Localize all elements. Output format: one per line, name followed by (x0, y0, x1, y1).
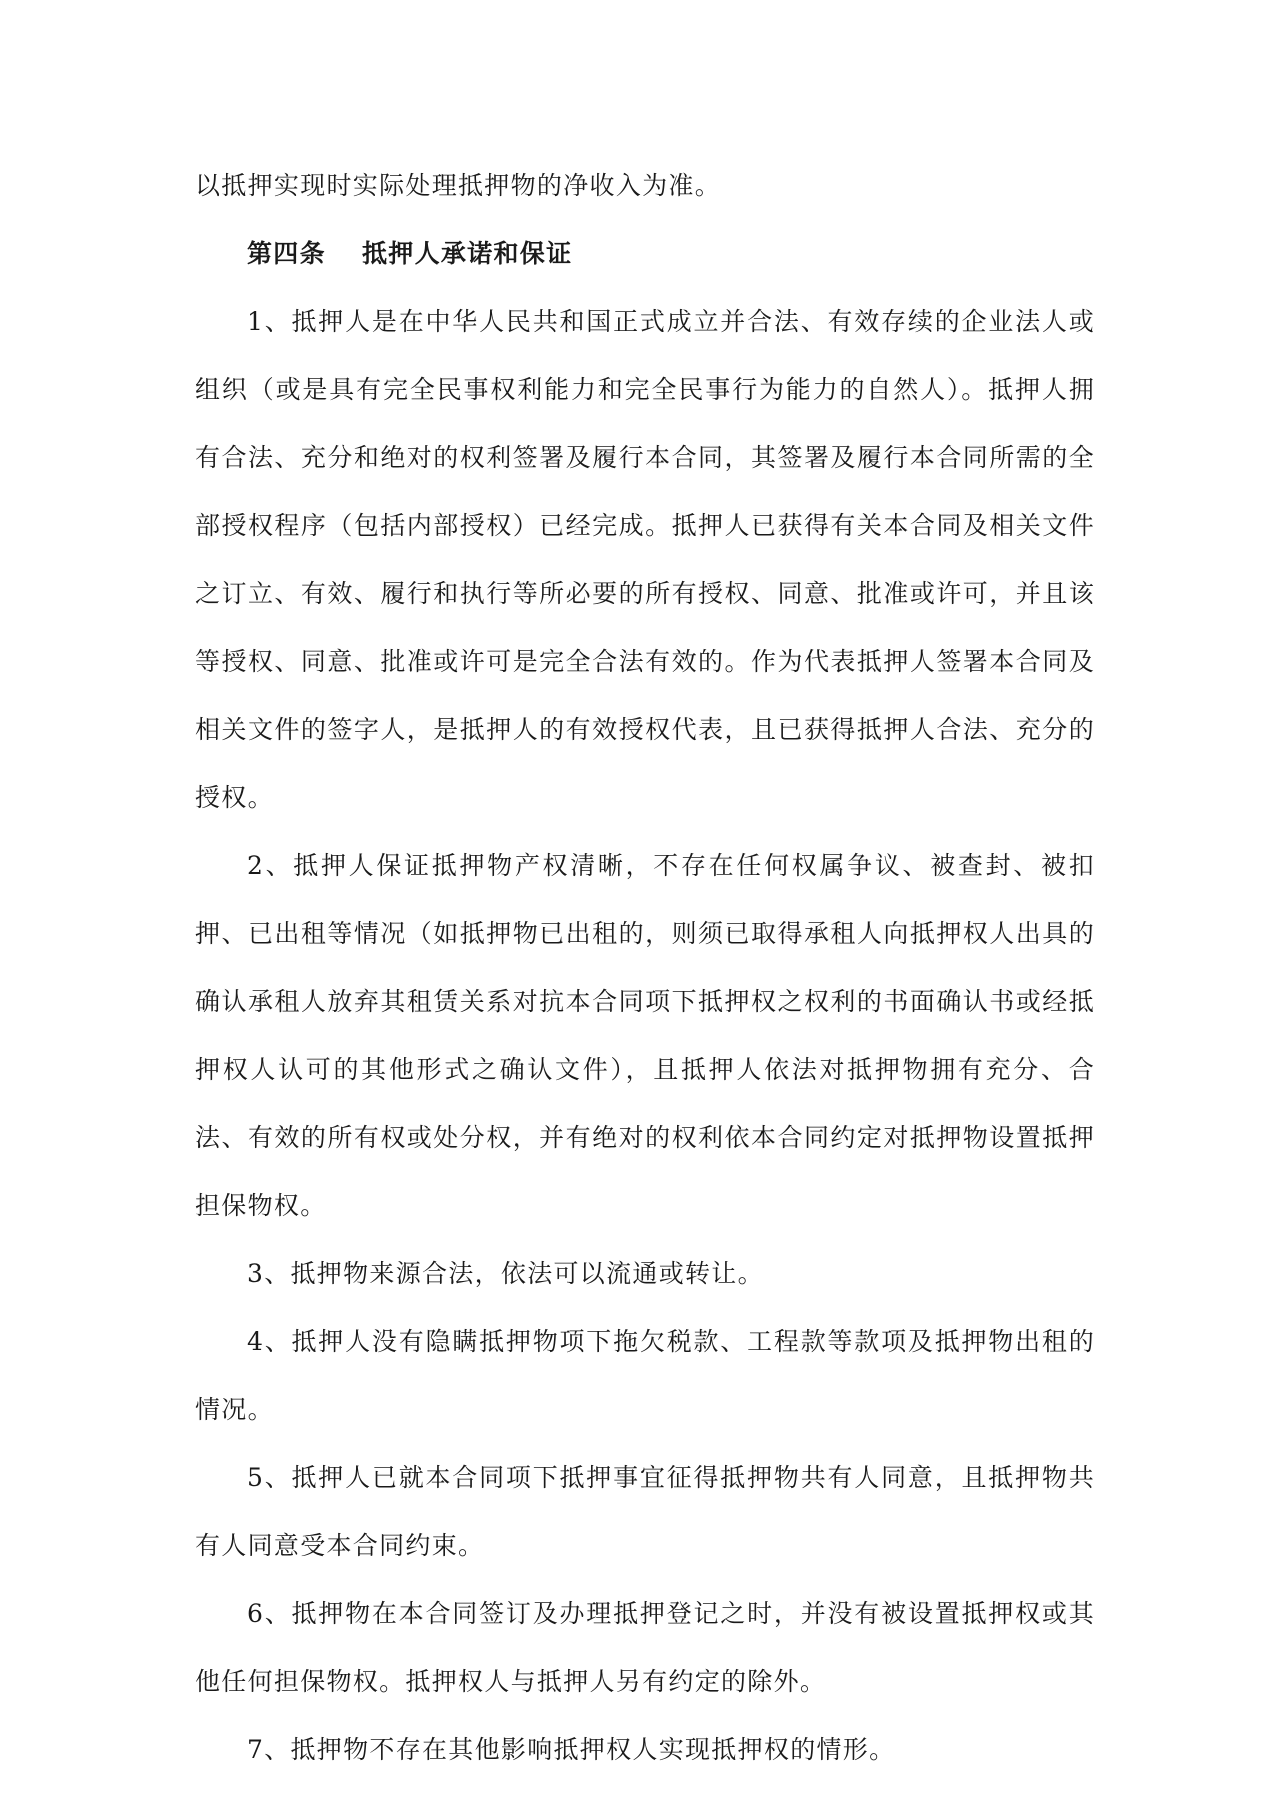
clause-7: 7、抵押物不存在其他影响抵押权人实现抵押权的情形。 (247, 1735, 896, 1764)
clause-1: 1、抵押人是在中华人民共和国正式成立并合法、有效存续的企业法人或组织（或是具有完全民事权利能力和完全民事行为能力的自然人）。抵押人拥有合法、充分和绝对的权利签署及履行本合同，其签署及履行本合同所需的全部授权程序（包括内部授权）已经完成。抵押人已获得有关本合同及相关文件之订立、有效、履行和执行等所必要的所有授权、同意、批准或许可，并且该等授权、同意、批准或许可是完全合法有效的。作为代表抵押人签署本合同及相关文件的签字人，是抵押人的有效授权代表，且已获得抵押人合法、充分的授权。 (195, 307, 1095, 812)
article-number: 第四条 (247, 239, 326, 268)
clause-5: 5、抵押人已就本合同项下抵押事宜征得抵押物共有人同意，且抵押物共有人同意受本合同约束。 (195, 1463, 1095, 1560)
clause-4: 4、抵押人没有隐瞒抵押物项下拖欠税款、工程款等款项及抵押物出租的情况。 (195, 1327, 1095, 1424)
article-title: 抵押人承诺和保证 (362, 239, 573, 268)
clause-2: 2、抵押人保证抵押物产权清晰，不存在任何权属争议、被查封、被扣押、已出租等情况（如抵押物已出租的，则须已取得承租人向抵押权人出具的确认承租人放弃其租赁关系对抗本合同项下抵押权之权利的书面确认书或经抵押权人认可的其他形式之确认文件），且抵押人依法对抵押物拥有充分、合法、有效的所有权或处分权，并有绝对的权利依本合同约定对抵押物设置抵押担保物权。 (195, 851, 1095, 1220)
document-page (195, 152, 1095, 1784)
clause-3: 3、抵押物来源合法，依法可以流通或转让。 (247, 1259, 764, 1288)
continuation-text: 以抵押实现时实际处理抵押物的净收入为准。 (195, 171, 722, 200)
article-heading (195, 220, 1095, 288)
clause-6: 6、抵押物在本合同签订及办理抵押登记之时，并没有被设置抵押权或其他任何担保物权。抵押权人与抵押人另有约定的除外。 (195, 1599, 1095, 1696)
